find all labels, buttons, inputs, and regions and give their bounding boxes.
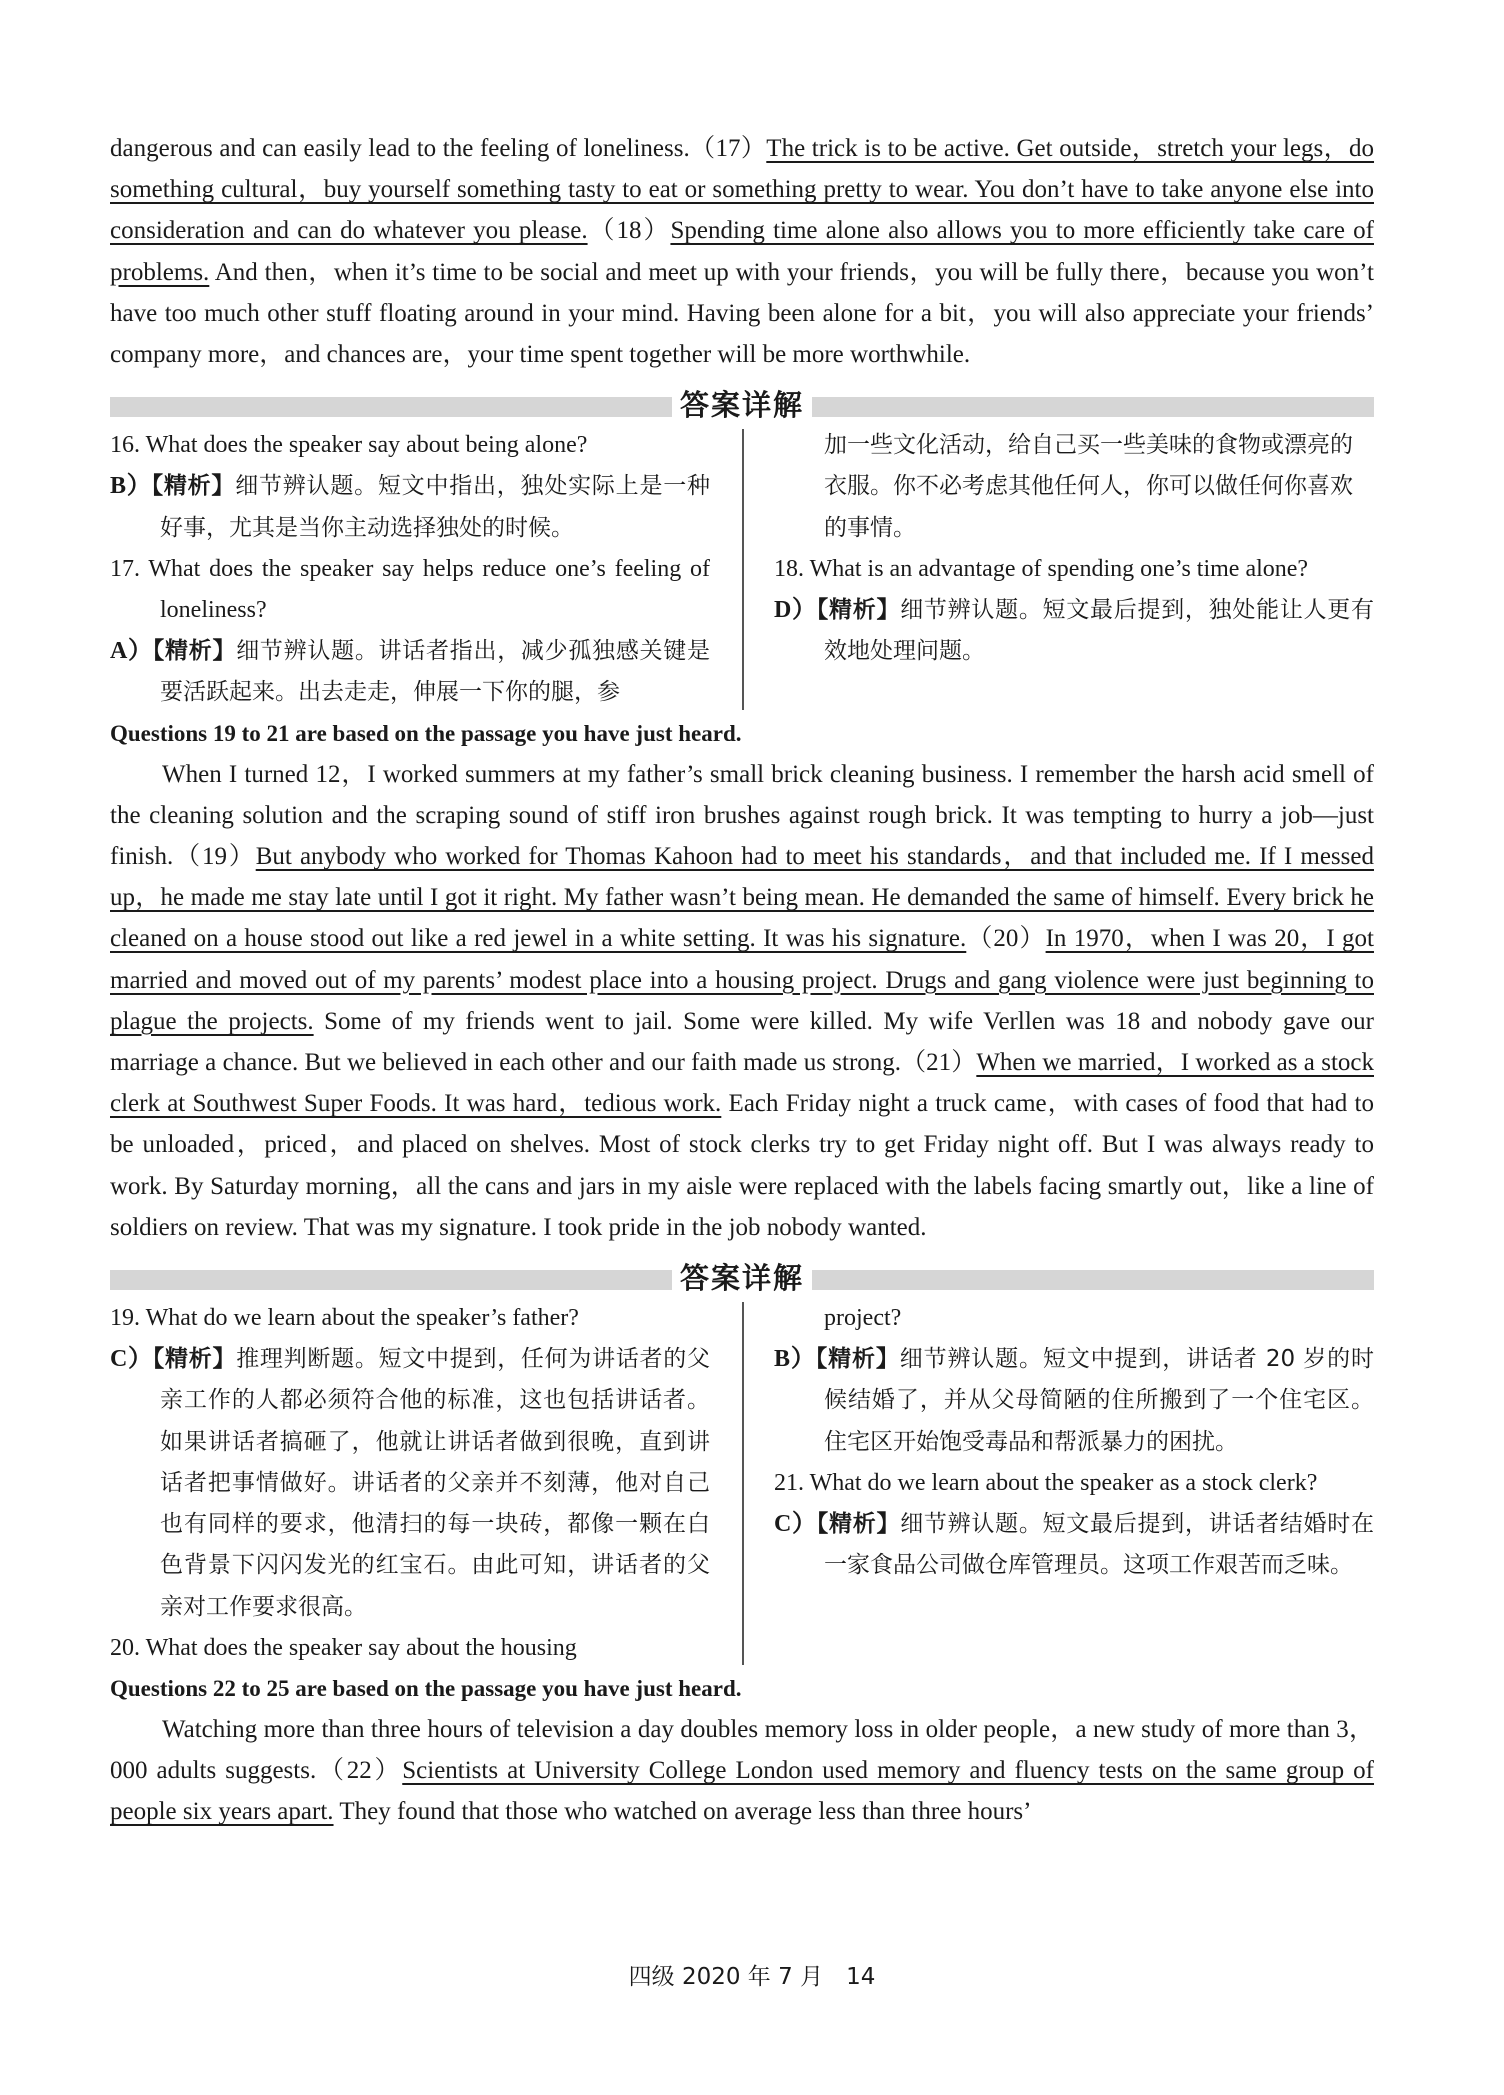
answer-bar: [110, 388, 1374, 423]
text: When I turned 12，I worked summers at my father’s small brick cleaning business. I remember the harsh acid smell of the cleaning solution and the scraping sound of stiff iron brushes against rough brick. It was tempting to hurry a job—just finish.（19）: [110, 760, 1374, 871]
right-column: [742, 1298, 1374, 1669]
question-18: 18. What is an advantage of spending one’s time alone?: [774, 555, 1309, 582]
text: Watching more than three hours of television a day doubles memory loss in older people，a new study of more than 3，000 adults suggests.（22）: [110, 1715, 1374, 1785]
text: （18）: [587, 217, 671, 245]
underlined-answer-19: But anybody who worked for Thomas Kahoon had to meet his standards，and that included me. If I messed up，he made me stay late until I got it right. My father wasn’t being mean. He demanded the same of himself. Every brick he cleaned on a house stood out like a red jewel in a white setting. It was his signature.: [110, 843, 1374, 953]
answer-16: [110, 466, 710, 548]
text: Each Friday night a truck came，with cases of food that had to be unloaded，priced，and placed on shelves. Most of stock clerks try to get Friday night off. But I was always ready to work. By Saturday morning，all the cans and jars in my aisle were replaced with the labels facing smartly out，like a line of soldiers on review. That was my signature. I took pride in the job nobody wanted.: [110, 1090, 1374, 1241]
answer-text: 细节辨认题。短文中指出，独处实际上是一种好事，尤其是当你主动选择独处的时候。: [160, 473, 711, 541]
underlined-answer-18: Spending time alone also allows you to more efficiently take care of problems.: [110, 217, 1374, 286]
question-21: 21. What do we learn about the speaker as a stock clerk?: [774, 1469, 1318, 1496]
answer-19: [110, 1339, 710, 1627]
answers-19-21: [110, 1298, 1374, 1669]
question-20-continued: project?: [824, 1305, 902, 1332]
right-column: [742, 425, 1374, 713]
answer-text: 细节辨认题。讲话者指出，减少孤独感关键是要活跃起来。出去走走，伸展一下你的腿，参: [160, 638, 711, 706]
underlined-answer-20: In 1970，when I was 20，I got married and moved out of my parents’ modest place into a housing project. Drugs and gang violence were just beginning to plague the projects.: [110, 925, 1374, 1035]
answer-17-continued: 加一些文化活动，给自己买一些美味的食物或漂亮的衣服。你不必考虑其他任何人，你可以做任何你喜欢的事情。: [824, 432, 1353, 541]
question-19: 19. What do we learn about the speaker’s father?: [110, 1305, 579, 1332]
left-column: [110, 425, 742, 713]
answer-text: 推理判断题。短文中提到，任何为讲话者的父亲工作的人都必须符合他的标准，这也包括讲话者。如果讲话者搞砸了，他就让讲话者做到很晚，直到讲话者把事情做好。讲话者的父亲并不刻薄，他对自己也有同样的要求，他清扫的每一块砖，都像一颗在白色背景下闪闪发光的红宝石。由此可知，讲话者的父亲对工作要求很高。: [160, 1346, 711, 1620]
question-20: 20. What does the speaker say about the housing: [110, 1634, 577, 1661]
answer-bar: [110, 1261, 1374, 1296]
answer-tag: 【精析】: [815, 1346, 900, 1373]
answer-tag: 【精析】: [151, 473, 236, 500]
answer-letter: B）: [774, 1346, 816, 1373]
underlined-answer-21: When we married，I worked as a stock clerk at Southwest Super Foods. It was hard，tedious work.: [110, 1049, 1374, 1118]
answer-letter: C）: [774, 1511, 817, 1538]
answer-text: 细节辨认题。短文最后提到，独处能让人更有效地处理问题。: [824, 597, 1375, 665]
underlined-answer-22: Scientists at University College London used memory and fluency tests on the same group of people six years apart.: [110, 1757, 1375, 1826]
section-heading-22-25: Questions 22 to 25 are based on the passage you have just heard.: [110, 1675, 742, 1701]
underlined-answer-17: The trick is to be active. Get outside，stretch your legs，do something cultural，buy yourself something tasty to eat or something pretty to wear. You don’t have to take anyone else into consideration and can do whatever you please.: [110, 135, 1375, 245]
answer-text: 细节辨认题。短文中提到，讲话者 20 岁的时候结婚了，并从父母简陋的住所搬到了一个住宅区。住宅区开始饱受毒品和帮派暴力的困扰。: [824, 1346, 1375, 1455]
answer-text: 细节辨认题。短文最后提到，讲话者结婚时在一家食品公司做仓库管理员。这项工作艰苦而乏味。: [824, 1511, 1375, 1579]
answers-16-18: [110, 425, 1374, 713]
answer-tag: 【精析】: [816, 597, 901, 624]
question-17: 17. What does the speaker say helps reduce one’s feeling of loneliness?: [110, 555, 710, 624]
answer-18: [774, 590, 1374, 672]
column-divider: [742, 1302, 744, 1665]
text: dangerous and can easily lead to the feeling of loneliness.（17）: [110, 135, 767, 162]
answer-bar-label: 答案详解: [672, 383, 812, 424]
answer-letter: A）: [110, 638, 153, 665]
section-heading-19-21: Questions 19 to 21 are based on the passage you have just heard.: [110, 720, 742, 746]
answer-17: [110, 631, 710, 713]
answer-20: [774, 1339, 1374, 1463]
text: （20）: [966, 925, 1046, 953]
answer-letter: B）: [110, 473, 152, 500]
text: And then，when it’s time to be social and meet up with your friends，you will be fully there，because you won’t have too much other stuff floating around in your mind. Having been alone for a bit，you will also appreciate your friends’ company more，and chances are，your time spent together will be more worthwhile.: [110, 258, 1374, 369]
answer-letter: D）: [774, 597, 817, 624]
answer-tag: 【精析】: [816, 1511, 901, 1538]
question-16: 16. What does the speaker say about being alone?: [110, 432, 588, 459]
answer-21: [774, 1504, 1374, 1586]
page-content: [110, 128, 1374, 1833]
passage-19-21: [110, 754, 1374, 1248]
page-footer: 四级 2020 年 7 月 14: [628, 1964, 876, 1990]
passage-22-25: [110, 1709, 1374, 1833]
text: Some of my friends went to jail. Some were killed. My wife Verllen was 18 and nobody gave our marriage a chance. But we believed in each other and our faith made us strong.（21）: [110, 1007, 1374, 1077]
answer-tag: 【精析】: [152, 1346, 237, 1373]
answer-tag: 【精析】: [152, 638, 237, 665]
text: They found that those who watched on average less than three hours’: [333, 1798, 1032, 1826]
left-column: [110, 1298, 742, 1669]
passage-16-18-tail: [110, 128, 1374, 375]
answer-letter: C）: [110, 1346, 153, 1373]
column-divider: [742, 429, 744, 709]
answer-bar-label: 答案详解: [672, 1256, 812, 1297]
